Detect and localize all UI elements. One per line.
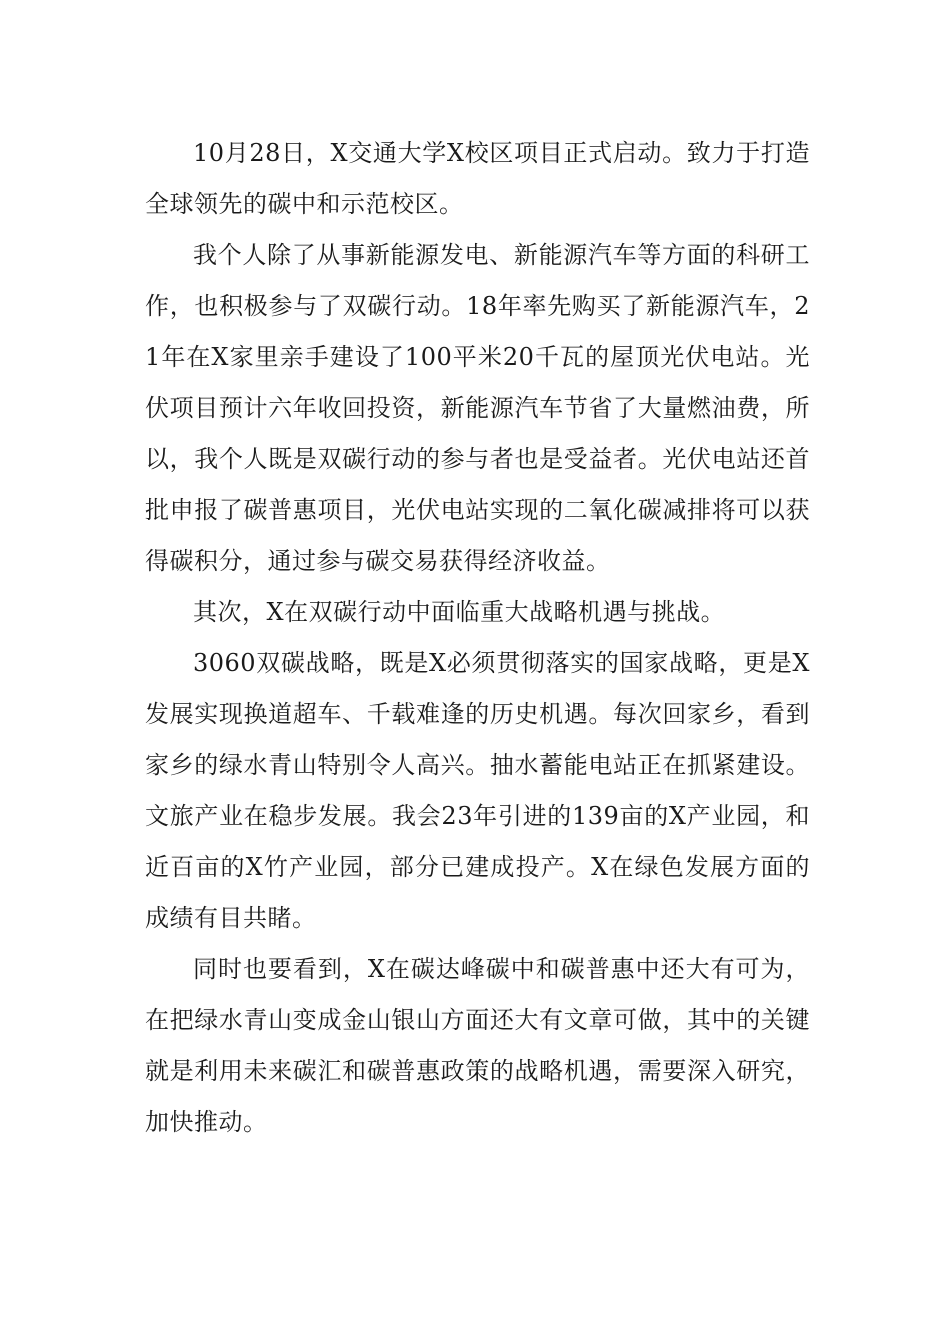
paragraph-campus-launch: 10月28日，X交通大学X校区项目正式启动。致力于打造全球领先的碳中和示范校区。 (145, 139, 810, 218)
document-body (145, 128, 810, 1148)
paragraph-3060-strategy: 3060双碳战略，既是X必须贯彻落实的国家战略，更是X发展实现换道超车、千载难逢的历史机遇。每次回家乡，看到家乡的绿水青山特别令人高兴。抽水蓄能电站正在抓紧建设。文旅产业在稳步发展。我会23年引进的139亩的X产业园，和近百亩的X竹产业园，部分已建成投产。X在绿色发展方面的成绩有目共睹。 (145, 649, 810, 932)
paragraph-personal-actions: 我个人除了从事新能源发电、新能源汽车等方面的科研工作，也积极参与了双碳行动。18年率先购买了新能源汽车，21年在X家里亲手建设了100平米20千瓦的屋顶光伏电站。光伏项目预计六年收回投资，新能源汽车节省了大量燃油费，所以，我个人既是双碳行动的参与者也是受益者。光伏电站还首批申报了碳普惠项目，光伏电站实现的二氧化碳减排将可以获得碳积分，通过参与碳交易获得经济收益。 (145, 241, 810, 575)
paragraph-potential: 同时也要看到，X在碳达峰碳中和碳普惠中还大有可为，在把绿水青山变成金山银山方面还大有文章可做，其中的关键就是利用未来碳汇和碳普惠政策的战略机遇，需要深入研究，加快推动。 (145, 955, 810, 1136)
paragraph-opportunity-intro: 其次，X在双碳行动中面临重大战略机遇与挑战。 (193, 598, 726, 626)
